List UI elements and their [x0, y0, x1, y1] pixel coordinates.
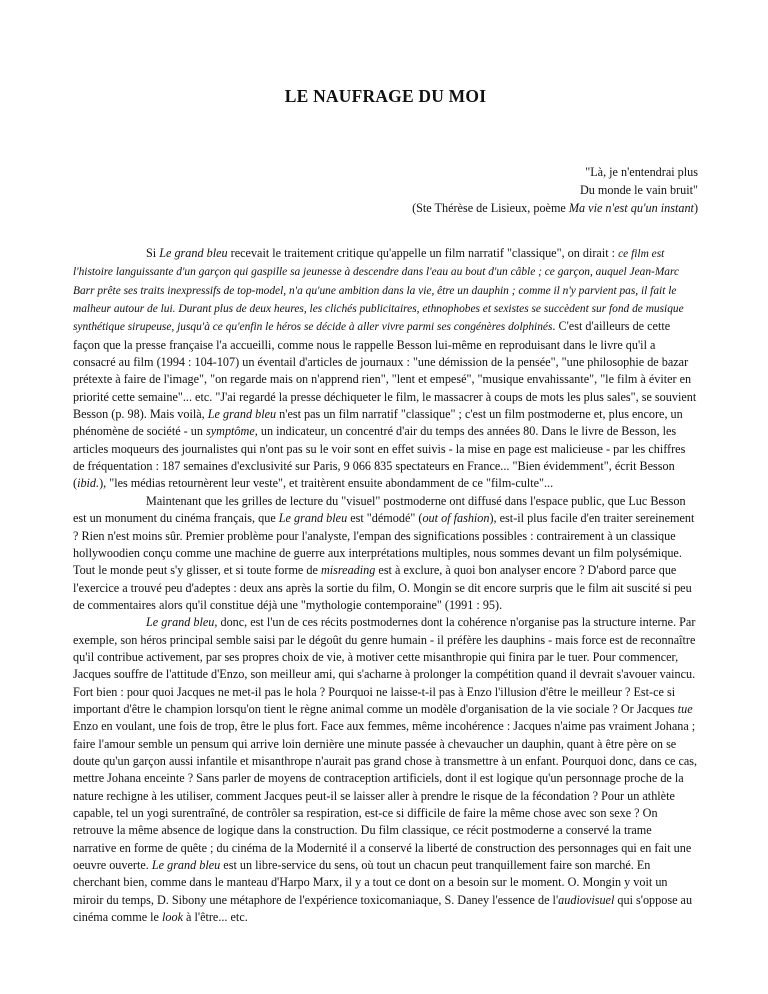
paragraph-3 — [73, 614, 698, 926]
film-title: Le grand bleu — [207, 407, 277, 422]
paragraph-1 — [73, 245, 698, 493]
text-run: est un libre-service du sens, où tout un chacun peut tranquillement faire son marché. En cherchant bien, comme dans le manteau d'Harpo Marx, il y a tout ce dont on a besoin sur le moment. O. Mongin y voit un miroir du temps, D. Sibony une métaphore de l'expérience toxicomaniaque, S. Daney l'essence de l' — [73, 858, 668, 907]
body-text — [73, 245, 698, 926]
italic-term: misreading — [320, 563, 376, 578]
italic-term: ibid. — [77, 476, 100, 491]
film-title: Le grand bleu — [146, 615, 215, 630]
film-title: Le grand bleu — [151, 858, 221, 873]
film-title: Le grand bleu — [159, 246, 228, 260]
text-run: recevait le traitement critique qu'appelle un film narratif "classique", on dirait : — [227, 246, 619, 260]
text-run: est "démodé" ( — [347, 511, 423, 526]
italic-term: symptôme — [206, 424, 255, 439]
text-run: , un indicateur, un concentré d'air du temps des années 80. Dans le livre de Besson, les articles moqueurs des journalistes qui n'ont pas su le voir sont en effet suivis - la mise en page est malicieuse - par les chiffres de fréquentation : 187 semaines d'exclusivité sur Paris, 9 066 835 spectateurs en France... "Bien évidemment", écrit Besson ( — [73, 424, 686, 491]
italic-term: look — [162, 910, 183, 925]
page-title: LE NAUFRAGE DU MOI — [284, 86, 487, 106]
italic-term: audiovisuel — [558, 892, 615, 907]
epigraph — [73, 163, 698, 217]
epigraph-source — [73, 199, 698, 217]
italic-term: tue — [677, 701, 693, 716]
epigraph-line-1: "Là, je n'entendrai plus — [585, 165, 698, 179]
epigraph-source-title: Ma vie n'est qu'un instant — [568, 201, 694, 215]
text-run: Enzo en voulant, une fois de trop, être le plus fort. Face aux femmes, même incohérence : Jacques n'aime pas vraiment Johana ; faire l'amour semble un pensum qui arrive loin dernière une minute passée à chevaucher un dauphin, quant à être père on se doute qu'un garçon aussi infantile et misanthrope n'aurait pas grand chose à transmettre à un enfant. Pourquoi donc, dans ce cas, mettre Johana enceinte ? Sans parler de moyens de contraception artificiels, dont il est logique qu'un personnage proche de la nature rechigne à les utiliser, comment Jacques peut-il se laisser aller à prendre le risque de la fécondation ? Pour un athlète capable, tel un yogi surentraîné, de contrôler sa respiration, est-ce si difficile de faire la même chose avec son sexe ? On retrouve la même absence de logique dans la construction. Du film classique, ce récit postmoderne a conservé la trame narrative en forme de quête ; du cinéma de la Modernité il a conservé la liberté de construction des personnages qui en fait une oeuvre ouverte. — [73, 719, 698, 873]
epigraph-source-suffix: ) — [693, 201, 698, 215]
text-run: à l'être... etc. — [182, 910, 248, 925]
epigraph-source-prefix: (Ste Thérèse de Lisieux, poème — [412, 201, 569, 215]
italic-critique: ce film est l'histoire languissante d'un garçon qui gaspille sa jeunesse à descendre dans l'eau au bout d'un câble ; ce garçon, auquel Jean-Marc Barr prête ses traits inexpressifs de top-model, n'a qu'une ambition dans la vie, être un dauphin ; comme il n'y parvient pas, il fait le malheur autour de lui. Durant plus de deux heures, les clichés publicitaires, ethnophobes et sexistes se succèdent sur fond de musique synthétique sirupeuse, jusqu'à ce qu'enfin le héros se décide à aller vivre parmi ses congénères dolphinés — [73, 248, 684, 334]
text-run: est à exclure, à quoi bon analyser encore ? D'abord parce que l'exercice a trouvé peu d'adeptes : deux ans après la sortie du film, O. Mongin se dit encore surpris que le film ait suscité si peu de commentaires alors qu'il constitue déjà une "mythologie contemporaine" (1991 : 95). — [73, 563, 692, 612]
text-run: Maintenant que les grilles de lecture du "visuel" postmoderne ont diffusé dans l'espace public, que Luc Besson est un monument du cinéma français, que — [73, 493, 686, 526]
text-run: ), est-il plus facile d'en traiter sereinement ? Rien n'est moins sûr. Premier problème pour l'analyste, l'empan des significations possibles : contrairement à un classique hollywoodien conçu comme une machine de guerre aux interprétations multiples, nous sommes devant un film polysémique. Tout le monde peut s'y glisser, et si toute forme de — [73, 511, 695, 578]
text-run: Si — [146, 246, 160, 260]
text-run: qui s'oppose au cinéma comme le — [73, 892, 693, 925]
text-run: n'est pas un film narratif "classique" ; c'est un film postmoderne et, plus encore, un phénomène de société - un — [73, 407, 683, 439]
film-title: Le grand bleu — [278, 511, 348, 526]
epigraph-line-2: Du monde le vain bruit" — [579, 183, 698, 197]
text-run: . C'est d'ailleurs de cette façon que la presse française l'a accueilli, comme nous le rappelle Besson lui-même en reproduisant dans le livre qu'il a consacré au film (1994 : 104-107) un éventail d'articles de journaux : "une démission de la pensée", "une philosophie de bazar prétexte à faire de l'image", "on regarde mais on n'apprend rien", "lent et empesé", "musique envahissante", "le film à éviter en priorité cette semaine"... etc. "J'ai regardé la presse déchiqueter le film, le massacrer à coups de mots les plus sales", se souvient Besson (p. 98). Mais voilà, — [73, 319, 697, 422]
paragraph-2 — [73, 493, 698, 614]
text-run: , donc, est l'un de ces récits postmodernes dont la cohérence n'organise pas la structure interne. Par exemple, son héros principal semble saisi par le dégoût du genre humain - il préfère les dauphins - mais force est de reconnaître qu'il contribue activement, par ses propres choix de vie, à motiver cette misanthropie qui finira par le tuer. Pour commencer, Jacques souffre de l'attitude d'Enzo, son meilleur ami, qui s'acharne à prolonger la compétition quand il devrait s'avouer vaincu. Fort bien : pour quoi Jacques ne met-il pas le hola ? Pourquoi ne laisse-t-il pas à Enzo l'illusion d'être le meilleur ? Est-ce si important d'être le champion lorsqu'on tient le règne animal comme un modèle d'organisation de la vie sociale ? Or Jacques — [73, 615, 696, 716]
italic-term: out of fashion — [422, 511, 490, 526]
text-run: ), "les médias retournèrent leur veste", et traitèrent ensuite abondamment de ce "film-culte"... — [99, 476, 554, 491]
